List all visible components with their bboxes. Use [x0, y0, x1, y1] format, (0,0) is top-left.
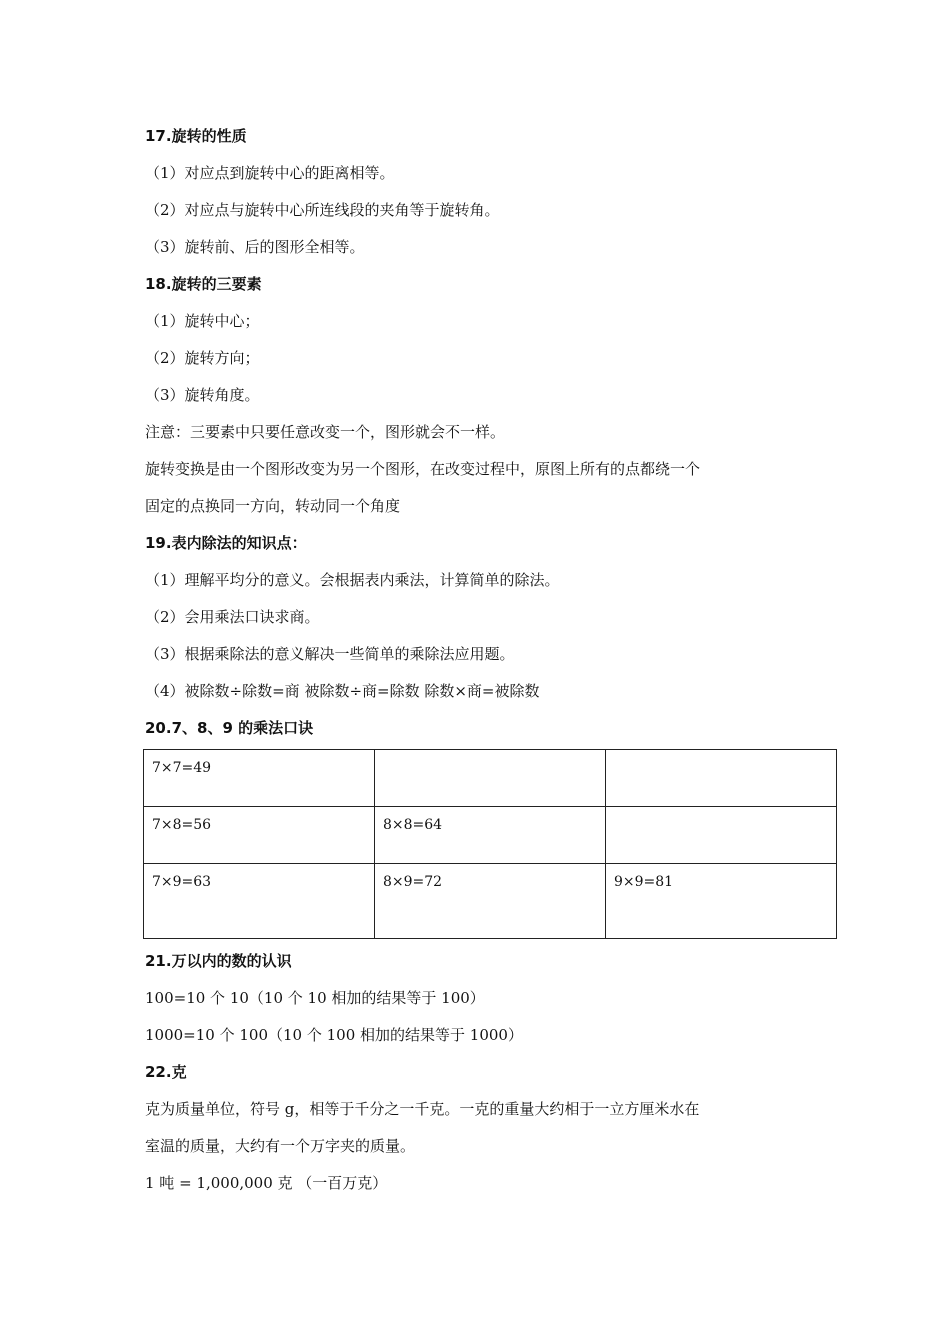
- section-17-heading: 17.旋转的性质: [145, 127, 247, 145]
- table-cell: 8×8=64: [375, 807, 606, 864]
- section-21-item-2: 1000=10 个 100（10 个 100 相加的结果等于 1000）: [145, 1026, 523, 1044]
- table-cell: 9×9=81: [606, 864, 837, 939]
- table-row: [144, 750, 837, 807]
- section-19-item-2: （2）会用乘法口诀求商。: [145, 608, 320, 626]
- document-page: [145, 118, 845, 1202]
- table-row: [144, 807, 837, 864]
- section-18-desc-line-2: 固定的点换同一方向，转动同一个角度: [145, 497, 401, 515]
- section-18-note: 注意：三要素中只要任意改变一个，图形就会不一样。: [145, 423, 506, 441]
- table-cell: [375, 750, 606, 807]
- table-row: [144, 864, 837, 939]
- table-cell: 7×7=49: [144, 750, 375, 807]
- multiplication-table: [143, 749, 837, 939]
- section-19-item-1: （1）理解平均分的意义。会根据表内乘法，计算简单的除法。: [145, 571, 560, 589]
- section-17-item-3: （3）旋转前、后的图形全相等。: [145, 238, 365, 256]
- section-21-item-1: 100=10 个 10（10 个 10 相加的结果等于 100）: [145, 989, 485, 1007]
- section-18-item-1: （1）旋转中心；: [145, 312, 260, 330]
- section-22-ton-conversion: 1 吨 = 1,000,000 克 （一百万克）: [145, 1174, 388, 1192]
- section-22-desc-line-2: 室温的质量，大约有一个万字夹的质量。: [145, 1137, 416, 1155]
- section-17-item-2: （2）对应点与旋转中心所连线段的夹角等于旋转角。: [145, 201, 500, 219]
- table-cell: 7×9=63: [144, 864, 375, 939]
- section-18-item-3: （3）旋转角度。: [145, 386, 260, 404]
- section-19-item-4: （4）被除数÷除数=商 被除数÷商=除数 除数×商=被除数: [145, 682, 540, 700]
- table-cell: [606, 750, 837, 807]
- table-cell: [606, 807, 837, 864]
- section-18-item-2: （2）旋转方向；: [145, 349, 260, 367]
- section-19-item-3: （3）根据乘除法的意义解决一些简单的乘除法应用题。: [145, 645, 515, 663]
- section-18-desc-line-1: 旋转变换是由一个图形改变为另一个图形，在改变过程中，原图上所有的点都绕一个: [145, 460, 701, 478]
- section-21-heading: 21.万以内的数的认识: [145, 952, 292, 970]
- table-cell: 7×8=56: [144, 807, 375, 864]
- section-22-heading: 22.克: [145, 1063, 187, 1081]
- section-18-heading: 18.旋转的三要素: [145, 275, 262, 293]
- section-20-heading: 20.7、8、9 的乘法口诀: [145, 719, 314, 737]
- section-17-item-1: （1）对应点到旋转中心的距离相等。: [145, 164, 395, 182]
- section-22-desc-line-1: 克为质量单位，符号 g，相等于千分之一千克。一克的重量大约相于一立方厘米水在: [145, 1100, 700, 1118]
- table-cell: 8×9=72: [375, 864, 606, 939]
- section-19-heading: 19.表内除法的知识点：: [145, 534, 307, 552]
